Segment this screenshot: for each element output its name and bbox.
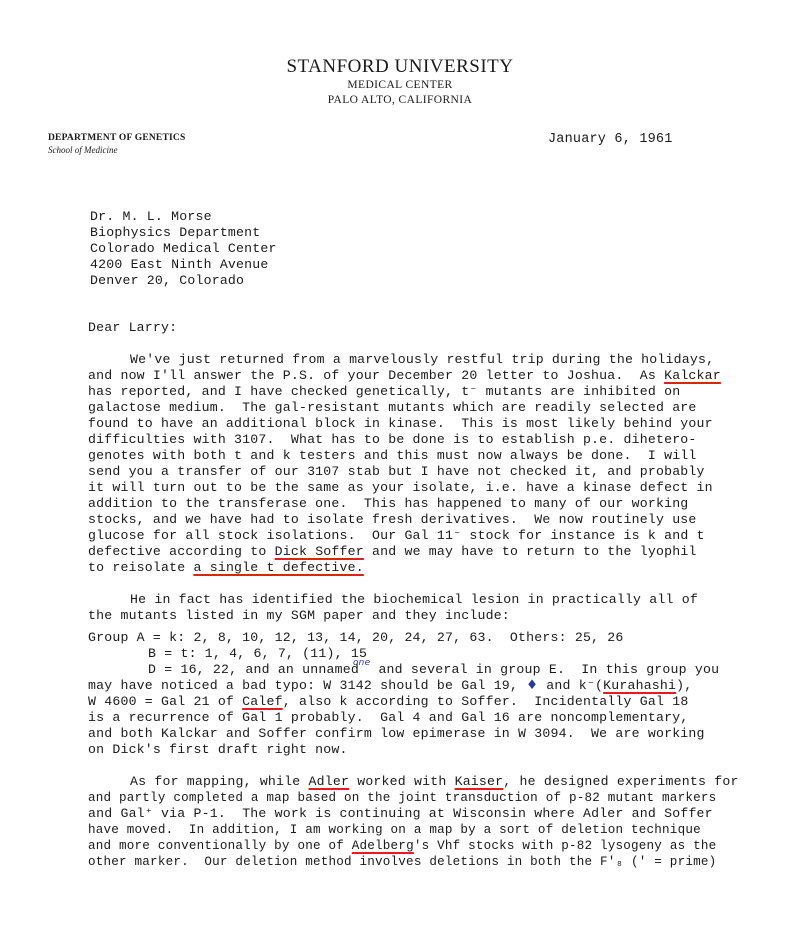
letterhead-university: STANFORD UNIVERSITY bbox=[286, 56, 514, 77]
underlined-name-adelberg: Adelberg bbox=[351, 839, 414, 853]
text-line: is a recurrence of Gal 1 probably. Gal 4 and Gal 16 are noncomplementary, bbox=[88, 710, 689, 725]
recipient-street: 4200 East Ninth Avenue bbox=[90, 257, 269, 272]
text-span: and k⁻( bbox=[538, 678, 604, 693]
underlined-phrase: a single t defective. bbox=[193, 560, 364, 575]
text-line: and Gal⁺ via P-1. The work is continuing at Wisconsin where Adler and Soffer bbox=[88, 806, 713, 821]
recipient-org: Colorado Medical Center bbox=[90, 241, 277, 256]
school-name: School of Medicine bbox=[48, 145, 118, 155]
text-span: defective according to bbox=[88, 544, 275, 559]
recipient-city: Denver 20, Colorado bbox=[90, 273, 245, 288]
text-line: send you a transfer of our 3107 stab but I have not checked it, and probably bbox=[88, 464, 705, 479]
text-line: stocks, and we have had to isolate fresh derivatives. We now routinely use bbox=[88, 512, 697, 527]
text-line: on Dick's first draft right now. bbox=[88, 742, 348, 757]
underlined-name-calef: Calef bbox=[242, 694, 283, 709]
underlined-name-kalckar: Kalckar bbox=[664, 368, 721, 383]
text-span: , he designed experiments for bbox=[503, 774, 739, 789]
text-line: it will turn out to be the same as your isolate, i.e. have a kinase defect in bbox=[88, 480, 713, 495]
text-line: other marker. Our deletion method involves deletions in both the F'₈ (' = prime) bbox=[88, 855, 717, 869]
text-line: the mutants listed in my SGM paper and they include: bbox=[88, 608, 510, 623]
text-line bbox=[88, 368, 721, 384]
text-line: He in fact has identified the biochemical lesion in practically all of bbox=[130, 592, 698, 607]
group-d-line bbox=[148, 658, 720, 678]
text-span: and now I'll answer the P.S. of your December 20 letter to Joshua. As bbox=[88, 368, 665, 383]
text-span: may have noticed a bad typo: W 3142 should be Gal 19, bbox=[88, 678, 527, 693]
text-line: glucose for all stock isolations. Our Gal 11⁻ stock for instance is k and t bbox=[88, 528, 705, 543]
handwritten-note: one bbox=[352, 658, 371, 668]
handwritten-mark: ♦ bbox=[526, 678, 539, 693]
underlined-name-dick-soffer: Dick Soffer bbox=[274, 544, 364, 559]
department-name: DEPARTMENT OF GENETICS bbox=[48, 133, 186, 143]
text-line: difficulties with 3107. What has to be done is to establish p.e. dihetero- bbox=[88, 432, 697, 447]
text-line bbox=[130, 774, 739, 790]
text-span: D = 16, 22, and an unnamed bbox=[148, 662, 359, 677]
underlined-name-adler: Adler bbox=[308, 774, 350, 789]
text-line: galactose medium. The gal-resistant mutants which are readily selected are bbox=[88, 400, 697, 415]
recipient-name: Dr. M. L. Morse bbox=[90, 209, 212, 224]
text-line bbox=[88, 544, 697, 560]
text-span: , also k according to Soffer. Incidentally Gal 18 bbox=[282, 694, 689, 709]
text-span: ), bbox=[676, 678, 693, 693]
text-line: has reported, and I have checked genetically, t⁻ mutants are inhibited on bbox=[88, 384, 681, 399]
text-span: and we may have to return to the lyophil bbox=[363, 544, 697, 559]
text-span: 's Vhf stocks with p-82 lysogeny as the bbox=[413, 839, 717, 853]
text-line: found to have an additional block in kinase. This is most likely behind your bbox=[88, 416, 713, 431]
letterhead-location: PALO ALTO, CALIFORNIA bbox=[327, 94, 473, 106]
text-line: have moved. In addition, I am working on a map by a sort of deletion technique bbox=[88, 823, 701, 837]
text-line bbox=[88, 678, 692, 694]
text-line bbox=[88, 694, 688, 710]
recipient-dept: Biophysics Department bbox=[90, 225, 261, 240]
text-line: and partly completed a map based on the joint transduction of p-82 mutant markers bbox=[88, 791, 717, 805]
letter-date: January 6, 1961 bbox=[548, 132, 673, 147]
text-line: and both Kalckar and Soffer confirm low epimerase in W 3094. We are working bbox=[88, 726, 705, 741]
text-span: and several in group E. In this group you bbox=[370, 662, 720, 677]
text-span: worked with bbox=[349, 774, 455, 789]
text-span: to reisolate bbox=[88, 560, 194, 575]
text-line bbox=[88, 560, 364, 576]
text-span: As for mapping, while bbox=[130, 774, 309, 789]
underlined-name-kurahashi: Kurahashi bbox=[603, 678, 677, 693]
text-line: genotes with both t and k testers and this must now always be done. I will bbox=[88, 448, 697, 463]
group-a-line: Group A = k: 2, 8, 10, 12, 13, 14, 20, 24, 27, 63. Others: 25, 26 bbox=[88, 630, 624, 645]
text-span: and more conventionally by one of bbox=[88, 839, 352, 853]
underlined-name-kaiser: Kaiser bbox=[454, 774, 504, 789]
text-line: addition to the transferase one. This has happened to many of our working bbox=[88, 496, 689, 511]
text-line: We've just returned from a marvelously restful trip during the holidays, bbox=[130, 352, 715, 367]
salutation: Dear Larry: bbox=[88, 320, 178, 335]
text-line bbox=[88, 838, 716, 854]
text-span: W 4600 = Gal 21 of bbox=[88, 694, 243, 709]
group-b-line: B = t: 1, 4, 6, 7, (11), 15 bbox=[148, 646, 368, 661]
letterhead-center: MEDICAL CENTER bbox=[347, 79, 453, 91]
